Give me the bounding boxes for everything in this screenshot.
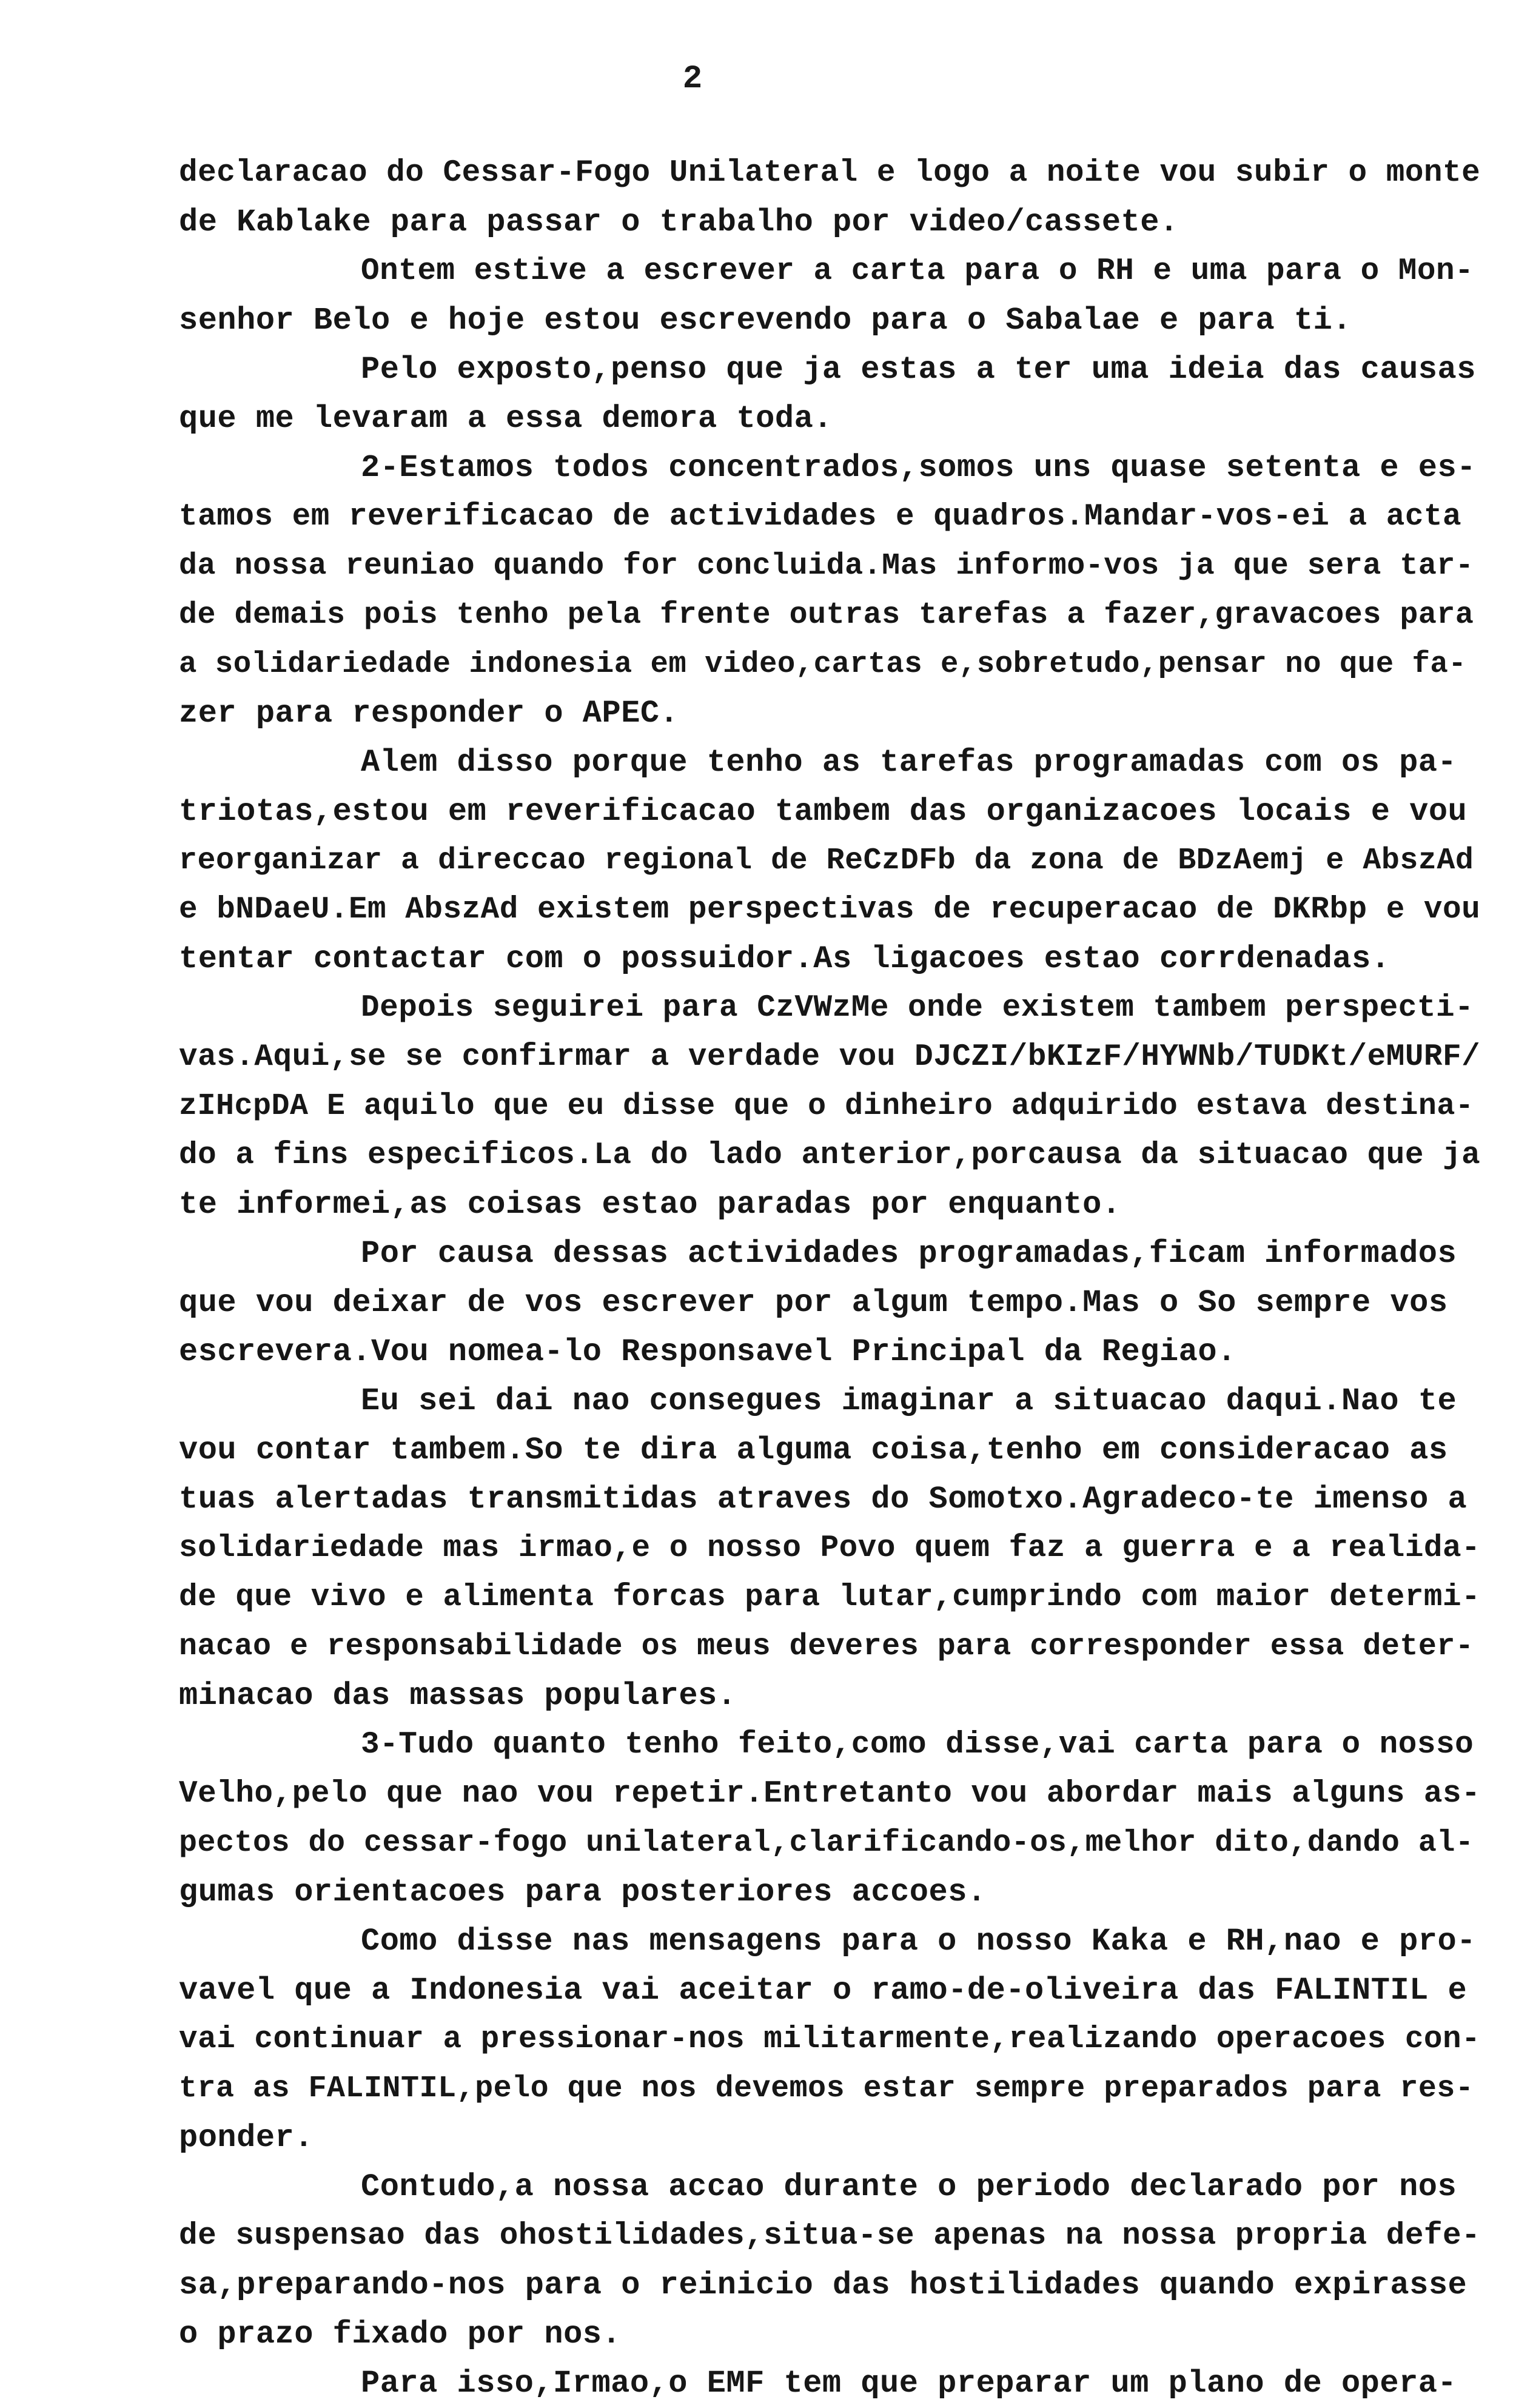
text-line: zIHcpDA E aquilo que eu disse que o dinheiro adquirido estava destina- xyxy=(179,1089,1474,1124)
text-line: de Kablake para passar o trabalho por video/cassete. xyxy=(179,204,1179,240)
text-line: Contudo,a nossa accao durante o periodo declarado por nos xyxy=(361,2169,1457,2205)
text-line: do a fins especificos.La do lado anterior,porcausa da situacao que ja xyxy=(179,1138,1481,1173)
text-line: Ontem estive a escrever a carta para o RH e uma para o Mon- xyxy=(361,254,1474,289)
text-line: tentar contactar com o possuidor.As ligacoes estao corrdenadas. xyxy=(179,941,1390,977)
text-line: 2-Estamos todos concentrados,somos uns quase setenta e es- xyxy=(361,450,1476,486)
text-line: solidariedade mas irmao,e o nosso Povo quem faz a guerra e a realida- xyxy=(179,1531,1481,1566)
text-line: zer para responder o APEC. xyxy=(179,696,679,731)
letter-body xyxy=(179,149,1483,2408)
text-line: Pelo exposto,penso que ja estas a ter uma ideia das causas xyxy=(361,352,1476,387)
text-line: tra as FALINTIL,pelo que nos devemos estar sempre preparados para res- xyxy=(179,2071,1474,2106)
text-line: tuas alertadas transmitidas atraves do Somotxo.Agradeco-te imenso a xyxy=(179,1481,1468,1517)
text-line: vou contar tambem.So te dira alguma coisa,tenho em consideracao as xyxy=(179,1432,1448,1468)
text-line: te informei,as coisas estao paradas por enquanto. xyxy=(179,1187,1121,1222)
text-line: tamos em reverificacao de actividades e quadros.Mandar-vos-ei a acta xyxy=(179,500,1462,534)
text-line: reorganizar a direccao regional de ReCzDFb da zona de BDzAemj e AbszAd xyxy=(179,843,1474,878)
text-line: Alem disso porque tenho as tarefas programadas com os pa- xyxy=(361,745,1457,780)
text-line: que me levaram a essa demora toda. xyxy=(179,401,833,437)
text-line: sa,preparando-nos para o reinicio das hostilidades quando expirasse xyxy=(179,2267,1468,2303)
text-line: Velho,pelo que nao vou repetir.Entretanto vou abordar mais alguns as- xyxy=(179,1777,1481,1811)
text-line: Por causa dessas actividades programadas,ficam informados xyxy=(361,1236,1457,1272)
text-line: gumas orientacoes para posteriores accoes. xyxy=(179,1874,987,1910)
text-line: que vou deixar de vos escrever por algum tempo.Mas o So sempre vos xyxy=(179,1285,1448,1321)
text-line: Para isso,Irmao,o EMF tem que preparar um plano de opera- xyxy=(361,2366,1457,2401)
text-line: e bNDaeU.Em AbszAd existem perspectivas de recuperacao de DKRbp e vou xyxy=(179,893,1481,927)
text-line: vas.Aqui,se se confirmar a verdade vou DJCZI/bKIzF/HYWNb/TUDKt/eMURF/ xyxy=(179,1040,1481,1075)
text-line: Eu sei dai nao consegues imaginar a situacao daqui.Nao te xyxy=(361,1383,1457,1419)
text-line: a solidariedade indonesia em video,cartas e,sobretudo,pensar no que fa- xyxy=(179,647,1467,681)
text-line: triotas,estou em reverificacao tambem das organizacoes locais e vou xyxy=(179,794,1468,830)
text-line: ponder. xyxy=(179,2120,314,2156)
text-line: 3-Tudo quanto tenho feito,como disse,vai carta para o nosso xyxy=(361,1728,1474,1762)
text-line: de que vivo e alimenta forcas para lutar,cumprindo com maior determi- xyxy=(179,1580,1481,1615)
text-line: de suspensao das ohostilidades,situa-se apenas na nossa propria defe- xyxy=(179,2219,1481,2253)
text-line: da nossa reuniao quando for concluida.Mas informo-vos ja que sera tar- xyxy=(179,549,1474,583)
text-line: vai continuar a pressionar-nos militarmente,realizando operacoes con- xyxy=(179,2022,1481,2057)
page-number: 2 xyxy=(682,61,703,98)
text-line: o prazo fixado por nos. xyxy=(179,2316,622,2352)
text-line: Como disse nas mensagens para o nosso Kaka e RH,nao e pro- xyxy=(361,1923,1476,1959)
text-line: declaracao do Cessar-Fogo Unilateral e logo a noite vou subir o monte xyxy=(179,156,1481,190)
text-line: minacao das massas populares. xyxy=(179,1678,737,1714)
text-line: vavel que a Indonesia vai aceitar o ramo-de-oliveira das FALINTIL e xyxy=(179,1973,1468,2008)
text-line: nacao e responsabilidade os meus deveres para corresponder essa deter- xyxy=(179,1629,1474,1664)
text-line: Depois seguirei para CzVWzMe onde existem tambem perspecti- xyxy=(361,991,1474,1025)
text-line: escrevera.Vou nomea-lo Responsavel Principal da Regiao. xyxy=(179,1334,1236,1370)
text-line: senhor Belo e hoje estou escrevendo para o Sabalae e para ti. xyxy=(179,303,1352,338)
text-line: pectos do cessar-fogo unilateral,clarificando-os,melhor dito,dando al- xyxy=(179,1826,1474,1860)
text-line: de demais pois tenho pela frente outras tarefas a fazer,gravacoes para xyxy=(179,598,1474,632)
